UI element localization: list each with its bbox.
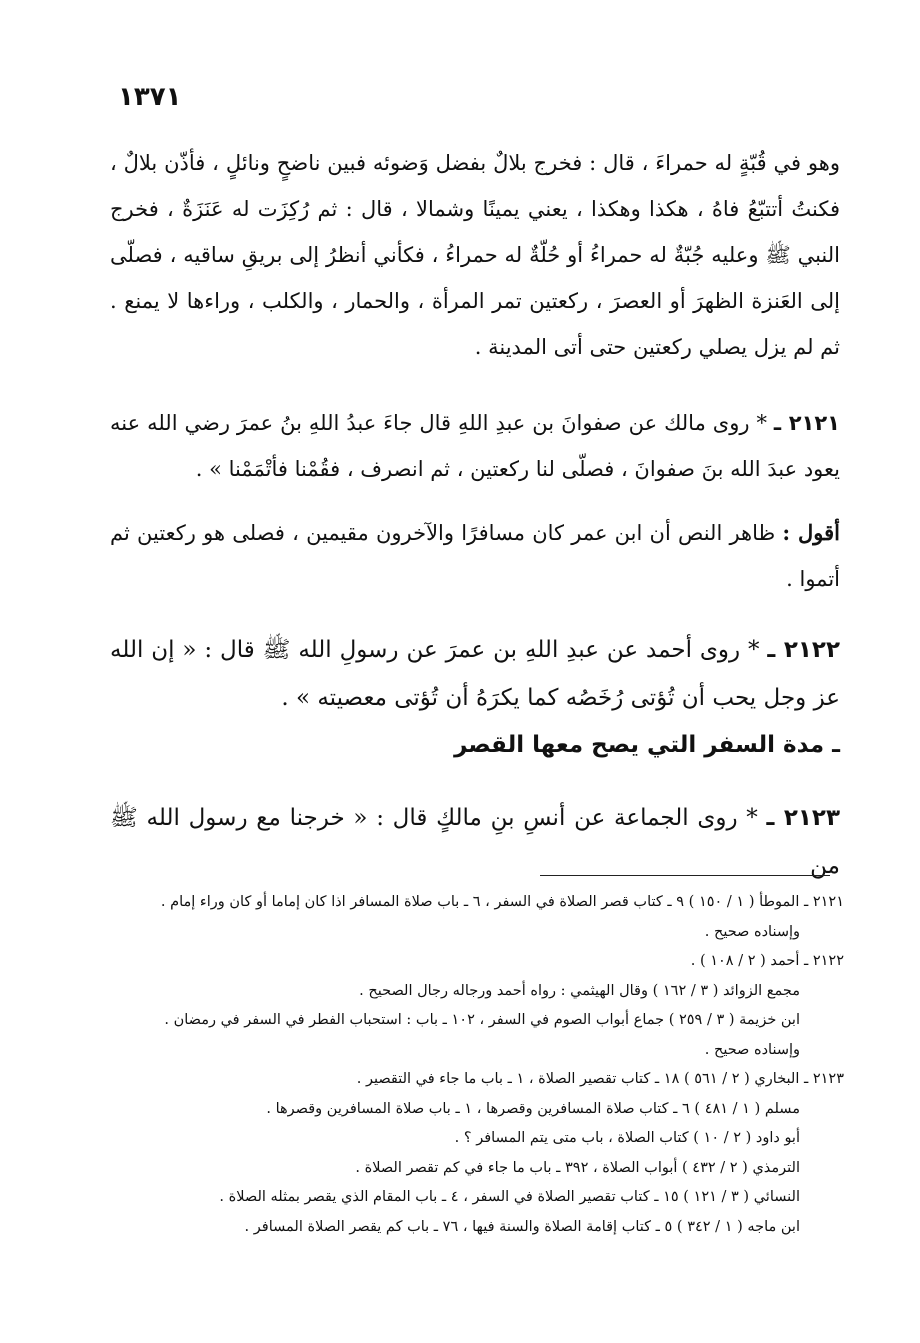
commentary-paragraph [110, 510, 840, 602]
footnote-line: ابن ماجه ( ١ / ٣٤٢ ) ٥ ـ كتاب إقامة الصلاة والسنة فيها ، ٧٦ ـ باب كم يقصر الصلاة المسافر . [244, 1218, 800, 1235]
hadith-text: * روى مالك عن صفوانَ بن عبدِ اللهِ قال جاءَ عبدُ اللهِ بنُ عمرَ رضي الله عنه يعود عبدَ الله بنَ صفوانَ ، فصلّى لنا ركعتين ، ثم انصرف ، فقُمْنا فأتْمَمْنا » . [110, 411, 840, 481]
commentary-text: ظاهر النص أن ابن عمر كان مسافرًا والآخرون مقيمين ، فصلى هو ركعتين ثم أتموا . [110, 521, 840, 591]
footnote-line: أبو داود ( ٢ / ١٠ ) كتاب الصلاة ، باب متى يتم المسافر ؟ . [454, 1130, 800, 1146]
footnote-line: الترمذي ( ٢ / ٤٣٢ ) أبواب الصلاة ، ٣٩٢ ـ باب ما جاء في كم تقصر الصلاة . [355, 1159, 800, 1176]
footnotes [108, 888, 844, 1242]
hadith-2122 [110, 626, 840, 722]
footnote-2121 [108, 888, 844, 947]
footnote-line: ٢١٢١ ـ الموطأ ( ١ / ١٥٠ ) ٩ ـ كتاب قصر الصلاة في السفر ، ٦ ـ باب صلاة المسافر اذا كان إماما أو كان وراء إمام . [160, 894, 844, 910]
footnote-line: ٢١٢٣ ـ البخاري ( ٢ / ٥٦١ ) ١٨ ـ كتاب تقصير الصلاة ، ١ ـ باب ما جاء في التقصير . [356, 1071, 844, 1087]
footnote-2122 [108, 947, 844, 1065]
footnote-divider [540, 875, 830, 876]
hadith-2121 [110, 400, 840, 492]
footnote-line: وإسناده صحيح . [704, 1041, 800, 1058]
hadith-number: ٢١٢١ ـ [773, 411, 840, 435]
page-number: ١٣٧١ [118, 82, 182, 112]
section-heading: ـ مدة السفر التي يصح معها القصر [454, 732, 840, 758]
commentary-lead: أقول : [782, 520, 840, 545]
footnote-line: النسائي ( ٣ / ١٢١ ) ١٥ ـ كتاب تقصير الصلاة في السفر ، ٤ ـ باب المقام الذي يقصر بمثله الصلاة . [219, 1189, 800, 1205]
footnote-line: وإسناده صحيح . [704, 923, 800, 940]
hadith-text: * روى الجماعة عن أنسِ بنِ مالكٍ قال : « خرجنا مع رسول الله ﷺ من [110, 805, 840, 879]
footnote-line: ابن خزيمة ( ٣ / ٢٥٩ ) جماع أبواب الصوم في السفر ، ١٠٢ ـ باب : استحباب الفطر في السفر في رمضان . [164, 1012, 800, 1028]
footnote-line: مجمع الزوائد ( ٣ / ١٦٢ ) وقال الهيثمي : رواه أحمد ورجاله رجال الصحيح . [359, 982, 800, 999]
hadith-number: ٢١٢٢ ـ [767, 637, 841, 663]
main-text [110, 140, 840, 890]
footnote-line: ٢١٢٢ ـ أحمد ( ٢ / ١٠٨ ) . [690, 953, 844, 969]
footnote-2123 [108, 1065, 844, 1242]
hadith-number: ٢١٢٣ ـ [766, 805, 840, 831]
hadith-text: * روى أحمد عن عبدِ اللهِ بن عمرَ عن رسولِ الله ﷺ قال : « إن الله عز وجل يحب أن تُؤتى رُخَصُه كما يكرَهُ أن تُؤتى معصيته » . [110, 637, 840, 711]
paragraph-continuation: وهو في قُبّةٍ له حمراءَ ، قال : فخرج بلالٌ بفضل وَضوئه فبين ناضحٍ ونائلٍ ، فأذّن بلالٌ ، فكنتُ أتتبّعُ فاهُ ، هكذا وهكذا ، يعني يمينًا وشمالا ، قال : ثم رُكِزَت له عَنَزَةٌ ، فخرج النبي ﷺ وعليه جُبّةٌ له حمراءُ أو حُلّةٌ له حمراءُ ، فكأني أنظرُ إلى بريقِ ساقيه ، فصلّى إلى العَنزة الظهرَ أو العصرَ ، ركعتين تمر المرأة ، والحمار ، والكلب ، وراءها لا يمنع . ثم لم يزل يصلي ركعتين حتى أتى المدينة . [110, 151, 840, 359]
footnote-line: مسلم ( ١ / ٤٨١ ) ٦ ـ كتاب صلاة المسافرين وقصرها ، ١ ـ باب صلاة المسافرين وقصرها . [266, 1100, 800, 1117]
